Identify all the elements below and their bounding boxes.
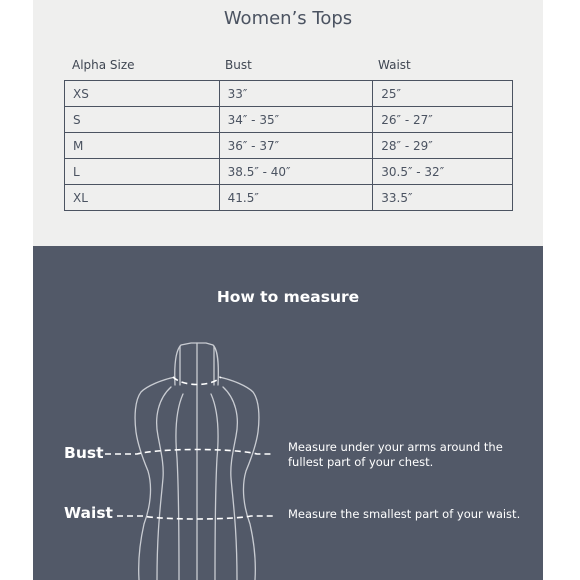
cell-size: XL [65, 185, 220, 211]
waist-description: Measure the smallest part of your waist. [288, 507, 521, 521]
table-row [65, 159, 513, 185]
table-row [65, 107, 513, 133]
cell-waist: 28″ - 29″ [373, 133, 513, 159]
dress-form-illustration [33, 246, 543, 580]
bust-measure-line [105, 450, 271, 455]
cell-bust: 41.5″ [219, 185, 373, 211]
how-to-measure-title: How to measure [216, 288, 360, 306]
header-waist: Waist [378, 58, 411, 72]
table-row [65, 133, 513, 159]
table-title: Women’s Tops [223, 8, 353, 29]
header-bust: Bust [225, 58, 252, 72]
cell-waist: 33.5″ [373, 185, 513, 211]
cell-bust: 33″ [219, 81, 373, 107]
header-alpha-size: Alpha Size [72, 58, 135, 72]
form-left-seam [157, 387, 171, 580]
size-table [64, 80, 513, 211]
bust-description: Measure under your arms around the fullest part of your chest. [288, 440, 503, 469]
waist-label: Waist [64, 504, 113, 522]
cell-size: XS [65, 81, 220, 107]
form-left-inner-seam [176, 394, 183, 580]
size-table-panel [33, 0, 543, 246]
cell-bust: 34″ - 35″ [219, 107, 373, 133]
form-left-outline [135, 377, 175, 580]
cell-size: L [65, 159, 220, 185]
table-row [65, 185, 513, 211]
form-right-inner-seam [211, 394, 218, 580]
cell-size: M [65, 133, 220, 159]
cell-waist: 30.5″ - 32″ [373, 159, 513, 185]
how-to-measure-panel [33, 246, 543, 580]
cell-waist: 25″ [373, 81, 513, 107]
table-row [65, 81, 513, 107]
cell-bust: 36″ - 37″ [219, 133, 373, 159]
waist-measure-line [117, 516, 273, 519]
form-right-outline [219, 377, 259, 580]
cell-bust: 38.5″ - 40″ [219, 159, 373, 185]
cell-waist: 26″ - 27″ [373, 107, 513, 133]
form-right-seam [223, 387, 237, 580]
cell-size: S [65, 107, 220, 133]
bust-label: Bust [64, 444, 104, 462]
